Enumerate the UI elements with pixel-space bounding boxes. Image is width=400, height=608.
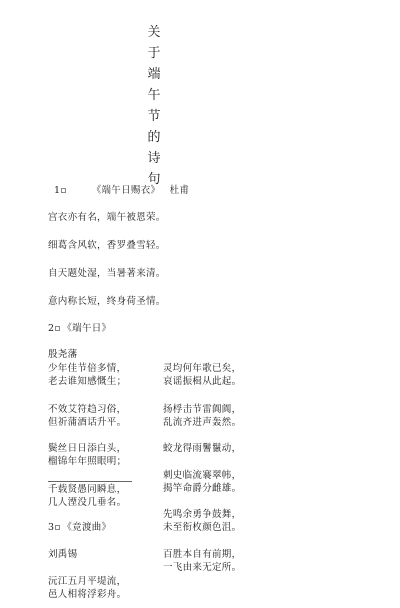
poem-line: 自天题处湿，当暑著来清。 <box>48 268 166 279</box>
section2-number: 2 <box>48 323 55 334</box>
title-char: 节 <box>147 109 161 124</box>
title-char: 端 <box>147 67 161 82</box>
section2-title: 《端午日》 <box>62 323 112 334</box>
poem-line: 老去谁知感慨生； <box>48 376 127 387</box>
poem-line: 揭竿命爵分雌雄。 <box>163 483 242 494</box>
poem-line: 百胜本自有前期， <box>163 549 242 560</box>
poem-line: 几人湮没几垂名。 <box>48 497 127 508</box>
poem-line: 沅江五月平堤流， <box>48 576 127 587</box>
bullet-box-icon <box>55 326 60 331</box>
poem-line: 鬓丝日日添白头， <box>48 443 127 454</box>
poem-line: 乱流齐进声轰然。 <box>163 417 242 428</box>
bullet-box-icon <box>61 188 66 193</box>
section2-author: 殷尧藩 <box>48 349 78 360</box>
section3-heading <box>48 521 111 534</box>
poem-line: 蛟龙得雨鬐鬣动， <box>163 443 242 454</box>
poem-line: 千载贤愚同瞬息， <box>48 484 127 495</box>
section2-heading <box>48 322 111 335</box>
section1-title: 《端午日赐衣》 <box>91 185 161 196</box>
divider <box>48 481 132 482</box>
poem-line: 一飞由来无定所。 <box>163 562 242 573</box>
title-char: 关 <box>147 25 161 40</box>
poem-line: 不效艾符趋习俗， <box>48 404 127 415</box>
poem-line: 哀谣振楫从此起。 <box>163 376 242 387</box>
title-char: 午 <box>147 88 161 103</box>
section3-title: 《竞渡曲》 <box>62 522 112 533</box>
poem-line: 未至衔枚颜色沮。 <box>163 522 242 533</box>
bullet-box-icon <box>55 525 60 530</box>
section3-author: 刘禹锡 <box>48 549 78 560</box>
title-char: 于 <box>147 46 161 61</box>
section1-number: 1 <box>54 185 61 196</box>
poem-line: 先鸣余勇争鼓舞， <box>163 509 242 520</box>
title-char: 的 <box>147 130 161 145</box>
poem-line: 邑人相将浮彩舟。 <box>48 589 127 600</box>
poem-line: 灵均何年歌已矣， <box>163 363 242 374</box>
poem-line: 细葛含风软，香罗叠雪轻。 <box>48 240 166 251</box>
poem-line: 扬桴击节雷阗阗， <box>163 404 242 415</box>
page-title <box>146 22 162 190</box>
poem-line: 意内称长短，终身荷圣情。 <box>48 296 166 307</box>
poem-line: 少年佳节倍多情， <box>48 363 127 374</box>
section3-number: 3 <box>48 522 55 533</box>
poem-line: 刺史临流褰翠帏， <box>163 470 242 481</box>
title-char: 诗 <box>147 151 161 166</box>
section1-author: 杜甫 <box>169 185 190 196</box>
poem-line: 榴锦年年照眼明； <box>48 456 127 467</box>
poem-line: 但祈蒲酒话升平。 <box>48 417 127 428</box>
title-char: 句 <box>147 172 161 187</box>
section1-heading <box>54 184 189 197</box>
poem-line: 宫衣亦有名，端午被恩荣。 <box>48 212 166 223</box>
